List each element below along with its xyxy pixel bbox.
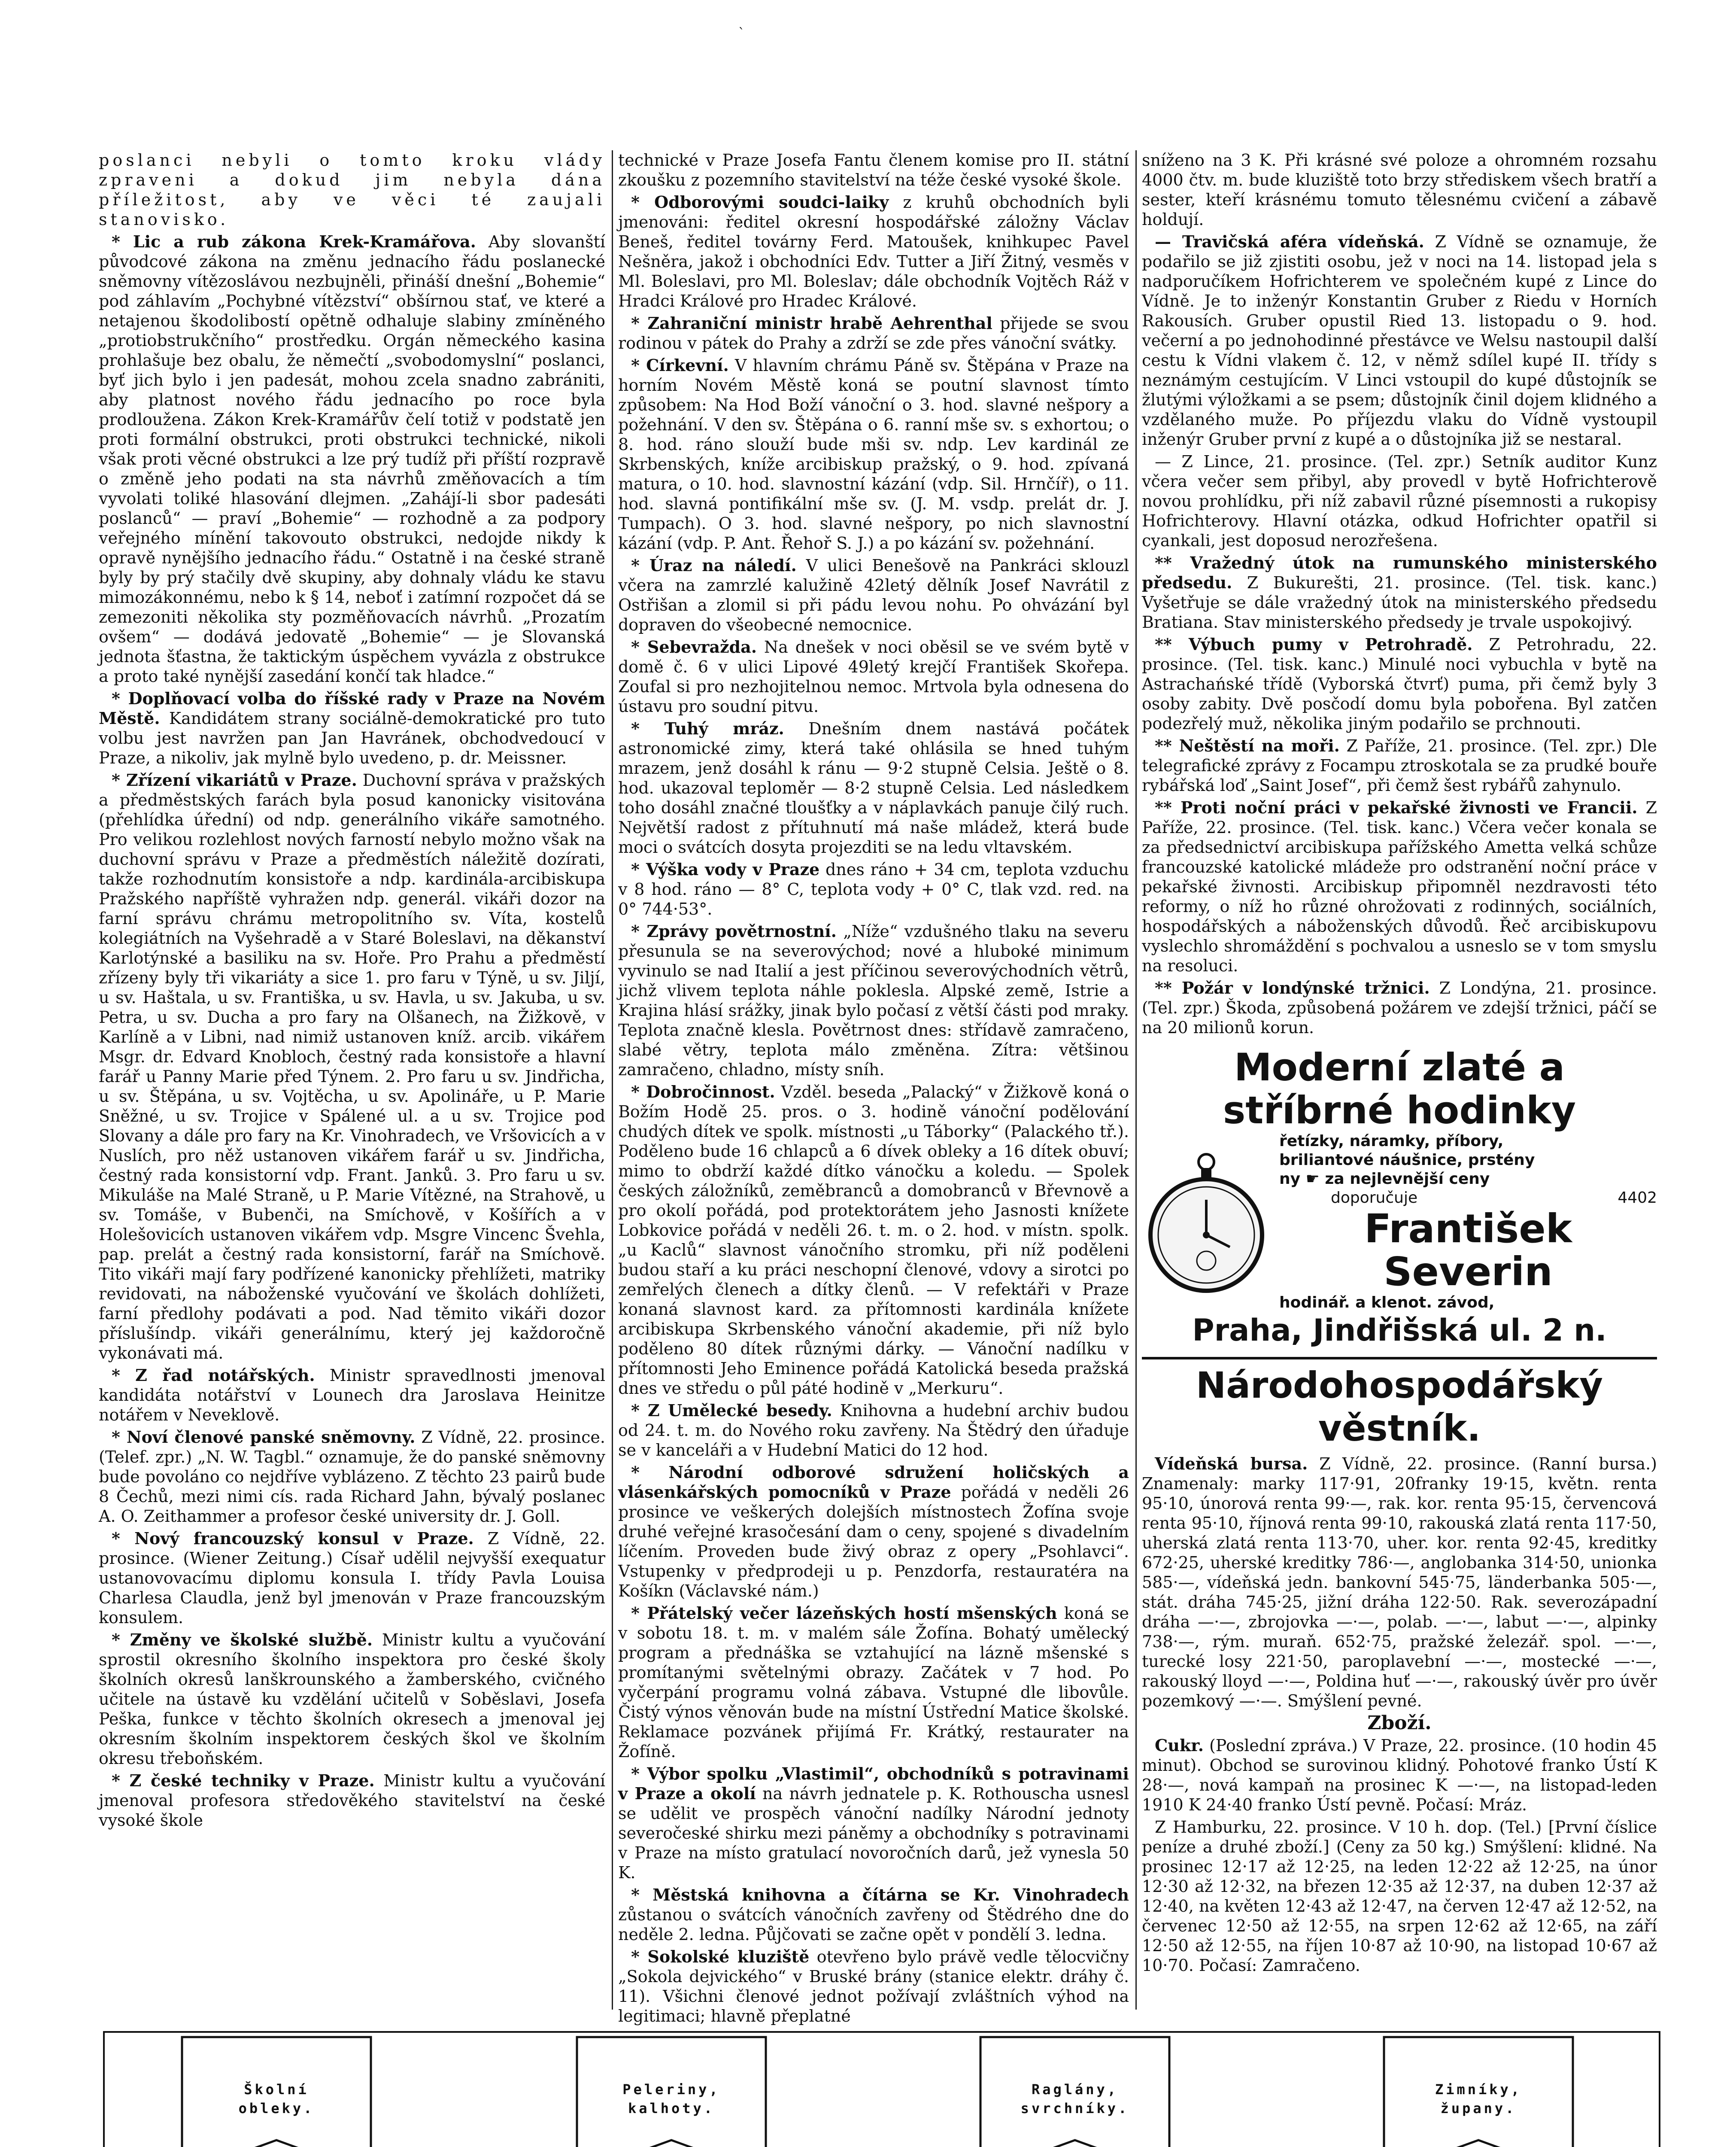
article: * Městská knihovna a čítárna se Kr. Vinohradech zůstanou o svátcích vánočních zavřeny od Štědrého dne do neděle 2. ledna. Půjčovati se začne opět v pondělí 3. ledna. [618,1885,1129,1944]
economy-heading: Národohospodářský věstník. [1142,1357,1657,1450]
article: * Nový francouzský konsul v Praze. Z Vídně, 22. prosince. (Wiener Zeitung.) Císař udělil nejvyšší exequatur ustanovovacímu diplomu konsula I. třídy Pavla Louisa Charlesa Claudla, jenž byl jmenován v Praze francouzským konsulem. [99,1529,605,1627]
ad-address: Praha, Jindřišská ul. 2 n. [1192,1313,1607,1348]
paragraph: sníženo na 3 K. Při krásné své poloze a ohromném rozsahu 4000 čtv. m. bude kluziště toto brzy střediskem všech bratří a sester, kteří krásnému tomuto tělesnému cvičení a zábavě holdují. [1142,151,1657,229]
article-heading: * Změny ve školské službě. [112,1630,373,1649]
article: ** Vražedný útok na rumunského ministerského předsedu. Z Bukurešti, 21. prosince. (Tel. tisk. kanc.) Vyšetřuje se dále vražedný útok na ministerského předsedu Bratiana. Stav ministerského předsedy je trvale uspokojivý. [1142,553,1657,632]
banner-label: Školní obleky. [238,2081,315,2117]
article-heading: * Zprávy povětrnostní. [631,921,837,941]
article: — Z Lince, 21. prosince. (Tel. zpr.) Setník auditor Kunz včera večer sem přibyl, aby provedl v bytě Hofrichterově novou prohlídku, při níž zabavil různé písemnosti a rukopisy Hofrichterovy. Hlavní otázka, odkud Hofrichter opatřil si cyankali, jest doposud nerozřešena. [1142,452,1657,550]
article: * Úraz na náledí. V ulici Benešově na Pankráci sklouzl včera na zamrzlé kalužině 42letý dělník Josef Navrátil z Ostřišan a zlomil si při pádu levou nohu. Po ohvázání byl dopraven do všeobecné nemocnice. [618,556,1129,634]
article: * Národní odborové sdružení holičských a vlásenkářských pomocníků v Praze pořádá v neděli 26 prosince ve veškerých dolejších místnostech Žofína svoje druhé veřejné krasočesání dam o ceny, spojené s divadelním líčením. Proveden bude živý obraz z opery „Psohlavci“. Vstupenky v předprodeji u p. Penzdorfa, restauratéra na Košíkn (Václavské nám.) [618,1463,1129,1600]
article-heading: * Přátelský večer lázeňských hostí mšenských [631,1603,1057,1623]
article-heading: * Lic a rub zákona Krek-Kramářova. [112,232,476,251]
ad-items [1279,1132,1657,1312]
article: * Doplňovací volba do říšské rady v Praze na Novém Městě. Kandidátem strany sociálně-demokratické pro tuto volbu jest navržen pan Jan Havránek, obchodvedoucí v Praze, a nikoliv, jak mylně bylo uvedeno, p. dr. Meissner. [99,689,605,767]
article: Cukr. (Poslední zpráva.) V Praze, 22. prosince. (10 hodin 45 minut). Obchod se surovinou klidný. Pohotové franko Ústí K 28·—, nová kampaň na prosinec K —·—, na listopad-leden 1910 K 24·40 franko Ústí pevně. Počasí: Mráz. [1142,1736,1657,1814]
column-1 [99,150,605,2010]
ad-item-line: řetízky, náramky, příbory, [1279,1132,1504,1150]
article-heading: * Sokolské kluziště [631,1947,810,1966]
article: ** Výbuch pumy v Petrohradě. Z Petrohradu, 22. prosince. (Tel. tisk. kanc.) Minulé noci vybuchla v bytě na Astrachańské třídě (Vyborská čtvrť) puma, při čemž byly 3 osoby zabity. Dvě posčodí domu byla pobořena. Byl zatčen podezřelý muž, několika jiným podařilo se prchnouti. [1142,635,1657,733]
banner-label: Zimníky, župany. [1435,2081,1522,2117]
column-divider [612,150,613,2010]
columns [99,150,1657,2025]
article: * Odborovými soudci-laiky z kruhů obchodních byli jmenováni: ředitel okresní hospodářské záložny Václav Beneš, ředitel továrny Ferd. Matoušek, knihkupec Pavel Nešněra, jakož i obchodníci Edv. Tutter a Jiří Žitný, vesměs v Ml. Boleslavi, pro Ml. Boleslav; dále obchodník Vojtěch Ráž v Hradci Králové pro Hradec Králové. [618,192,1129,310]
article-heading: * Sebevražda. [631,637,757,657]
article: * Výbor spolku „Vlastimil“, obchodníků s potravinami v Praze a okolí na návrh jednatele p. K. Rothouscha usnesl se udělit ve prospěch vánoční nadílky Národní jednoty severočeské shirku mezi páněmy a obchodníky s potravinami v Praze na místo gratulací novoročních darů, jež vynesla 50 K. [618,1764,1129,1882]
article: * Z Umělecké besedy. Knihovna a hudební archiv budou od 24. t. m. do Nového roku zavřeny. Na Štědrý den úřaduje se v kanceláři a v Hudební Matici do 12 hod. [618,1401,1129,1460]
ad-body [1142,1132,1657,1312]
article: ** Proti noční práci v pekařské živnosti ve Francii. Z Paříže, 22. prosince. (Tel. tisk. kanc.) Včera večer konala se za předsednictví arcibiskupa pařížského Ametta velká schůze francouzské katolické mládeže pro odstranění noční práce v pekařské živnosti. Arcibiskup připomněl nezdravosti této reformy, o níž ho různé ohrožovati z rodinných, sociálních, hospodářských a náboženských důvodů. Řeč arcibiskupovu vyslechlo shromáždění s pochvalou a usneslo se v tom smyslu na resoluci. [1142,798,1657,975]
article-heading: ** Požár v londýnské tržnici. [1155,978,1430,997]
paragraph: poslanci nebyli o tomto kroku vlády zpraveni a dokud jim nebyla dána příležitost, aby ve věci té zaujali stanovisko. [99,151,605,229]
article: * Sebevražda. Na dnešek v noci oběsil se ve svém bytě v domě č. 6 v ulici Lipové 49letý krejčí František Skořepa. Zoufal si pro nezhojitelnou nemoc. Mrtvola byla odnesena do ústavu pro soudní pitvu. [618,637,1129,716]
ad-item-line: ny ☛ za nejlevnější ceny [1279,1170,1490,1188]
article-heading: — Travičská aféra vídeňská. [1155,232,1424,251]
article-heading: * Noví členové panské sněmovny. [112,1427,416,1447]
ad-recommend: doporučuje [1331,1189,1418,1207]
column-2 [618,150,1129,2025]
article: Vídeňská bursa. Z Vídně, 22. prosince. (Ranní bursa.) Znamenaly: marky 117·91, 20franky 19·15, květn. renta 95·10, únorová renta 99·—, rak. kor. renta 95·15, červencová renta 95·10, říjnová renta 99·10, rakouská zlatá renta 117·50, uherská zlatá renta 113·70, uher. kor. renta 92·45, kreditky 672·25, uherské kreditky 786·—, anglobanka 314·50, unionka 585·—, vídeňská jedn. bankovní 545·75, länderbanka 505·—, stát. dráha 745·25, jižní dráha 122·50. Rak. severozápadní dráha —·—, zbrojovka —·—, polab. —·—, labut —·—, alpinky 738·—, rým. muraň. 652·75, pražské železář. spol. —·—, turecké losy 221·50, paroplavební —·—, mostecké —·—, rakouský lloyd —·—, Poldina huť —·—, rakouský úvěr pro úvěr pozemkový —·—. Smýšlení pevné. [1142,1454,1657,1710]
article-heading: * Zahraniční ministr hrabě Aehrenthal [631,313,992,333]
banner-label: Raglány, svrchníky. [1020,2081,1129,2117]
article-heading: * Národní odborové sdružení holičských a vlásenkářských pomocníků v Praze [618,1463,1129,1502]
article: * Sokolské kluziště otevřeno bylo právě vedle tělocvičny „Sokola dejvického“ v Bruské brány (stanice elektr. dráhy č. 11). Všichni členové jednot požívají zvláštních výhod na legitimaci; hlavně přeplatné [618,1947,1129,2025]
article-heading: * Zřízení vikariátů v Praze. [112,770,357,790]
article: * Zahraniční ministr hrabě Aehrenthal přijede se svou rodinou v pátek do Prahy a zdrží se zde přes vánoční svátky. [618,313,1129,353]
article: * Dobročinnost. Vzděl. beseda „Palacký“ v Žižkově koná o Božím Hodě 25. pros. o 3. hodině vánoční podělování chudých dítek ve spolk. místnosti „u Táborky“ (Palackého tř.). Poděleno bude 16 chlapců a 6 dívek obleky a 16 dítek obuví; mimo to obdrží každé dítko vánočku a koledu. — Spolek českých záložníků, zeměbranců a domobranců v Břevnově a pro okolí pořádá, pod protektorátem jeho Jasnosti knížete Lobkovice pořádá v neděli 26. t. m. o 2. hod. v místn. spolk. „u Kaclů“ slavnost vánočního stromku, při níž poděleni budou staří a ku práci neschopní členové, vdovy a sirotci po zemřelých členech a dítky členů. — V refektáři v Praze konaná slavnost kard. za přítomnosti kardinála knížete arcibiskupa Skrbenského vánoční akademie, při níž bylo poděleno 80 dítek různými dárky. — Vánoční nadílku v přítomnosti Jeho Eminence pořádá Katolická beseda pražská dnes ve středu o půl páté hodině v „Merkuru“. [618,1082,1129,1398]
clothing-banner [103,2031,1660,2147]
column-3 [1142,150,1657,2010]
article: * Z české techniky v Praze. Ministr kultu a vyučování jmenoval profesora středověkého stavitelství na české vysoké škole [99,1771,605,1830]
ad-recommend-line [1279,1189,1657,1207]
article: * Výška vody v Praze dnes ráno + 34 cm, teplota vzduchu v 8 hod. ráno — 8° C, teplota vody + 0° C, tlak vzd. red. na 0° 744·53°. [618,860,1129,918]
ad-number: 4402 [1618,1189,1657,1207]
article-heading: ** Výbuch pumy v Petrohradě. [1155,635,1473,654]
column-divider [1135,150,1137,2010]
ad-title-line: Moderní zlaté a [1234,1045,1565,1089]
top-mark: ` [738,26,745,41]
article-heading: * Z české techniky v Praze. [112,1771,375,1790]
article-heading: * Z Umělecké besedy. [631,1401,832,1420]
article: * Přátelský večer lázeňských hostí mšenských koná se v sobotu 18. t. m. v malém sále Žofína. Bohatý umělecký program a přednáška se vztahující na lázně mšenské s promítanými světelnými obrazy. Začátek v 7 hod. Po vyčerpání programu volná zábava. Vstupné dle libovůle. Čistý výnos věnován bude na místní Ústřední Matice školské. Reklamace pozvánek přijímá Fr. Krátký, restaurater na Žofíně. [618,1603,1129,1761]
article-heading: * Výbor spolku „Vlastimil“, obchodníků s potravinami v Praze a okolí [618,1764,1129,1803]
ad-item-line: briliantové náušnice, prstény [1279,1151,1535,1169]
article-heading: * Z řad notářských. [112,1365,315,1385]
article-heading: ** Proti noční práci v pekařské živnosti ve Francii. [1155,798,1638,817]
article-heading: * Doplňovací volba do říšské rady v Praze na Novém Městě. [99,689,605,728]
article: * Tuhý mráz. Dnešním dnem nastává počátek astronomické zimy, která také ohlásila se hned tuhým mrazem, jenž dosáhl k ránu — 9·2 stupně Celsia. Ještě o 8. hod. ukazoval teploměr — 8·2 stupně Celsia. Led následkem toho dosáhl značné tloušťky a v náplavkách panuje čilý ruch. Největší radost z přítuhnutí má naše mládež, která bude moci o svátcích dosyta projezditi se na ledu vltavském. [618,719,1129,857]
newspaper-page [99,150,1657,2147]
subsection-heading: Zboží. [1367,1712,1432,1734]
article: * Lic a rub zákona Krek-Kramářova. Aby slovanští původcové zákona na změnu jednacího řádu poslanecké sněmovny vítězoslávou nezbujněli, přináší dnešní „Bohemie“ pod záhlavím „Pochybné vítězství“ obšírnou stať, ve které a netajenou škodolibostí opětně odhaluje slabiny zmíněného „protiobstrukčního“ prostředku. Orgán německého kasina prohlašuje bez obalu, že němečtí „svobodomyslní“ poslanci, byť jich bylo i jen padesát, mohou zcela snadno zabrániti, aby platnost nového řádu jednacího po roce byla prodloužena. Zákon Krek-Kramářův čelí totiž v podstatě jen proti formální obstrukci, proti obstrukci technické, nikoli však proti věcné obstrukci a lze prý tudíž při příští rozpravě o změně jeho podati na sta návrhů změňovacích a tím vyvolati toliké hlasování dlejmen. „Zahájí-li sbor padesáti poslanců“ — praví „Bohemie“ — rozhodně a za podpory veřejného mínění takovouto obstrukci, nedojde nikdy k opravě nynějšího jednacího řádu.“ Ostatně i na české straně byly by prý stačily dvě skupiny, aby dohnaly vládu ke stavu mimozákonnému, nebo k § 14, neboť i zatímní rozpočet dá se zemezoniti několika sty pozměňovacích návrhů. „Prozatím ovšem“ — dodává jedovatě „Bohemie“ — je Slovanská jednota šťastna, že taktickým úspěchem vyvázla z obstrukce a proto také nynější zasedání končí tak hladce.“ [99,232,605,686]
article: * Změny ve školské službě. Ministr kultu a vyučování sprostil okresního školního inspektora pro české školy školních okresů lanškrounského a žamberského, cvičného učitele na ústavě ku vzdělání učitelů v Soběslavi, Josefa Peška, funkce v těchto školních okresech a jmenoval jej okresním školním inspektorem českých škol ve školním okresu třeboňském. [99,1630,605,1768]
article-heading: * Odborovými soudci-laiky [631,192,889,212]
article: * Zřízení vikariátů v Praze. Duchovní správa v pražských a předměstských farách byla posud kanonicky visitována (přehlídka úřední) od ndp. generálního vikáře samotného. Pro velikou rozlehlost nových farností nebylo možno však na duchovní správu v Praze a předměstích náležitě dozírati, takže rozhodnutím konsistoře a ndp. kardinála-arcibiskupa Pražského napříště vyhražen ndp. generál. vikáři dozor na farní správu chrámu metropolitního sv. Víta, kostelů kolegiátních na Vyšehradě a v Staré Boleslavi, na děkanství Karlotýnské a basiliku na sv. Hoře. Pro Prahu a předměstí zřízeny byly tři vikariáty a sice 1. pro faru v Týně, u sv. Jiljí, u sv. Haštala, u sv. Františka, u sv. Havla, u sv. Jakuba, u sv. Petra, u sv. Ducha a pro fary na Olšanech, na Žižkově, v Karlíně a v Libni, nad nimiž ustanoven kníž. arcib. vikářem Msgr. dr. Edvard Knobloch, čestný rada konsistoře a hlavní farář u Panny Marie před Týnem. 2. Pro faru u sv. Jindřicha, u sv. Štěpána, u sv. Vojtěcha, u sv. Apolináře, u P. Marie Sněžné, u sv. Trojice v Spálené ul. a u sv. Trojice pod Slovany a dále pro fary na Kr. Vinohradech, ve Vršovicích a v Nuslích, pro něž ustanoven vikářem farář u sv. Jindřicha, čestný rada konsistorní vdp. Frant. Janků. 3. Pro faru u sv. Mikuláše na Malé Straně, u P. Marie Vítězné, na Strahově, u sv. Tomáše, v Bubenči, na Smíchově, v Košířích a v Holešovicích ustanoven vikářem vdp. Msgre Vincenc Švehla, pap. prelát a čestný rada konsistorní, farář na Smíchově. Tito vikáři mají fary podřízené kanonicky přehlížeti, matriky revidovati, na náboženské vyučování ve školách dohlížeti, farní předlohy podávati a pod. Nad těmito vikáři dozor příslušíndp. vikáři generálnímu, který jej každoročně vykonávati má. [99,770,605,1362]
article-heading: * Církevní. [631,356,729,375]
watch-advertisement [1142,1046,1657,1348]
article: Z Hamburku, 22. prosince. V 10 h. dop. (Tel.) [První číslice peníze a druhé zboží.] (Ceny za 50 kg.) Smýšlení: klidné. Na prosinec 12·17 až 12·25, na leden 12·22 až 12·25, na únor 12·30 až 12·32, na březen 12·35 až 12·37, na duben 12·37 až 12·40, na květen 12·43 až 12·47, na červen 12·47 až 12·52, na červenec 12·50 až 12·55, na srpen 12·62 až 12·65, na září 12·50 až 12·55, na říjen 10·87 až 10·90, na listopad 10·67 až 10·70. Počasí: Zamračeno. [1142,1818,1657,1975]
article: * Z řad notářských. Ministr spravedlnosti jmenoval kandidáta notářství v Lounech dra Jaroslava Heinitze notářem v Neveklově. [99,1365,605,1424]
ad-merchant-name: František Severin [1364,1206,1572,1295]
article-heading: ** Neštěstí na moři. [1155,736,1340,755]
article-heading: * Výška vody v Praze [631,860,820,879]
pocket-watch-icon [1142,1149,1271,1295]
ad-trade: hodinář. a klenot. závod, [1279,1294,1495,1311]
article-heading: * Městská knihovna a čítárna se Kr. Vinohradech [631,1885,1129,1904]
article: ** Požár v londýnské tržnici. Z Londýna, 21. prosince. (Tel. zpr.) Škoda, způsobená požárem ve zdejší tržnici, páčí se na 20 milionů korun. [1142,978,1657,1037]
article-heading: * Dobročinnost. [631,1082,775,1101]
article: * Noví členové panské sněmovny. Z Vídně, 22. prosince. (Telef. zpr.) „N. W. Tagbl.“ oznamuje, že do panské sněmovny bude povoláno co nejdříve vyblázeno. Z těchto 23 pairů bude 8 Čechů, mezi nimi cís. rada Richard Jahn, bývalý poslanec A. O. Zeithammer a profesor české university dr. J. Goll. [99,1427,605,1526]
article: * Zprávy povětrnostní. „Níže“ vzdušného tlaku na severu přesunula se na severovýchod; nové a hluboké minimum vyvinulo se nad Italií a jest příčinou severovýchodních větrů, jichž vlivem teplota náhle poklesla. Alpské země, Istrie a Krajina hlásí srážky, jinak bylo počasí z větší části pod mraky. Teplota značně klesla. Povětrnost dnes: střídavě zamračeno, slabé větry, teplota málo změněna. Zítra: většinou zamračeno, chladno, místy sníh. [618,921,1129,1079]
article-heading: Cukr. [1155,1736,1204,1755]
article: ** Neštěstí na moři. Z Paříže, 21. prosince. (Tel. zpr.) Dle telegrafické zprávy z Focampu ztroskotala se za prudké bouře rybářská loď „Saint Josef“, při čemž šest rybářů zahynulo. [1142,736,1657,795]
article-heading: * Úraz na náledí. [631,556,797,575]
article-heading: Vídeňská bursa. [1155,1454,1308,1473]
article: — Travičská aféra vídeňská. Z Vídně se oznamuje, že podařilo se již zjistiti osobu, jež v noci na 14. listopad jela s nadporučíkem Hofrichterem ve společném kupé z Lince do Vídně. Je to inženýr Konstantin Gruber z Riedu v Horních Rakousích. Gruber opustil Ried 13. listopadu o 9. hod. večerní a po jednohodinné přestávce ve Welsu nastoupil další cestu k Vídni vlakem č. 12, v němž sdílel kupé II. třídy s neznámým cestujícím. V Linci vstoupil do kupé důstojník se žlutými výložkami a se psem; důstojník činil dojem klidného a vzdělaného muže. Po příjezdu vlaku do Vídně vystoupil inženýr Gruber první z kupé a o důstojníka již se nestaral. [1142,232,1657,449]
article: * Církevní. V hlavním chrámu Páně sv. Štěpána v Praze na horním Novém Městě koná se poutní slavnost tímto způsobem: Na Hod Boží vánoční o 3. hod. slavné nešpory a požehnání. V den sv. Štěpána o 6. ranní mše sv. s exhortou; o 8. hod. ráno slouží bude mši sv. ndp. Lev kardinál ze Skrbenských, kníže arcibiskup pražský, o 9. hod. zpívaná matura, o 10. hod. slavnostní kázání (vdp. Sil. Hrnčíř), o 11. hod. slavná pontifikální mše sv. (J. M. vsdp. prelát dr. J. Tumpach). O 3. hod. slavné nešpory, po nich slavnostní kázání (vdp. P. Ant. Řehoř S. J.) a po kázání sv. požehnání. [618,356,1129,553]
article-heading: * Tuhý mráz. [631,719,784,738]
article-heading: * Nový francouzský konsul v Praze. [112,1529,474,1548]
ad-title-line: stříbrné hodinky [1223,1088,1576,1132]
article-heading: ** Vražedný útok na rumunského ministerského předsedu. [1142,553,1657,592]
banner-label: Peleriny, kalhoty. [622,2081,720,2117]
paragraph: technické v Praze Josefa Fantu členem komise pro II. státní zkoušku z pozemního stavitelství na téže české vysoké škole. [618,151,1129,189]
